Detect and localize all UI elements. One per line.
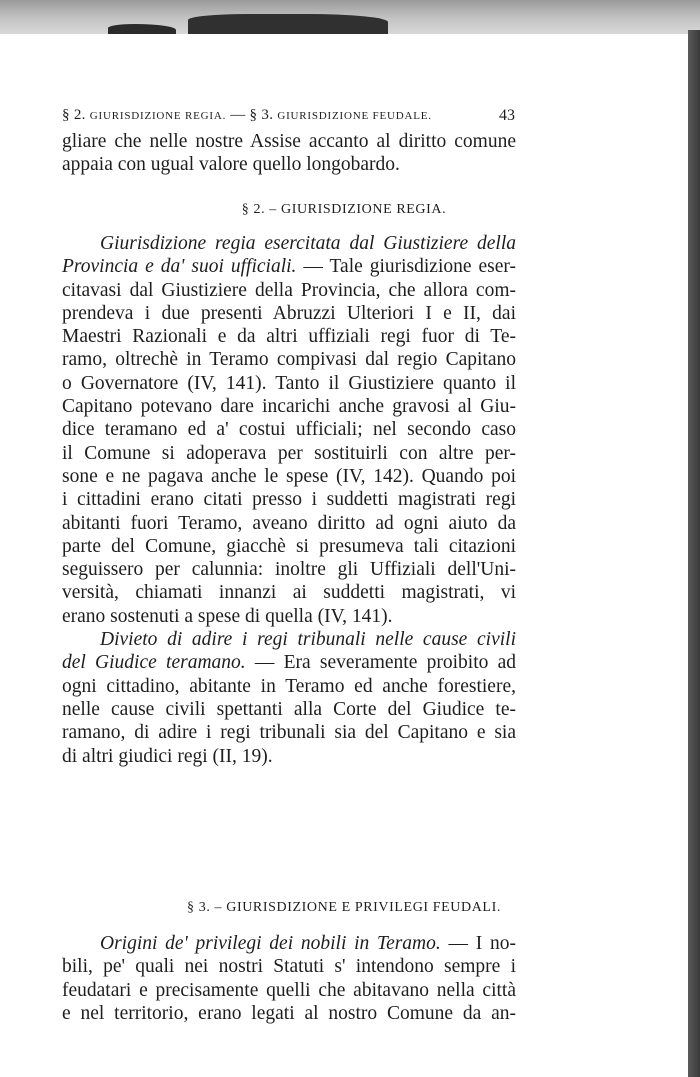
running-head-separator: — § 3. [230,107,274,123]
text-line: ramano, di adire i regi tribunali sia del Capitano e sia [62,722,516,744]
text-line: seguissero per calunnia: inoltre gli Uffiziali dell'Uni- [62,559,516,581]
scan-shadow [188,14,388,34]
running-head-section: § 2. [62,107,86,123]
text-line [62,651,516,674]
text-line: appaia con ugual valore quello longobardo. [62,154,400,176]
section-heading: § 2. – GIURISDIZIONE REGIA. [241,202,447,217]
page-number: 43 [499,107,515,124]
paragraph-title: Giurisdizione regia esercitata dal Giustiziere della [100,233,516,254]
text-line: citavasi dal Giustiziere della Provincia, che allora com- [62,279,516,301]
running-head-right-title: GIURISDIZIONE FEUDALE. [277,110,432,122]
text-line: ramo, oltrechè in Teramo compivasi dal regio Capitano [62,349,516,371]
text-line: ogni cittadino, abitante in Teramo ed anche forestiere, [62,675,516,697]
text-line: gliare che nelle nostre Assise accanto al diritto comune [62,131,516,152]
text-line: versità, chiamati innanzi ai suddetti magistrati, vi [62,582,516,604]
paragraph-title: del Giudice teramano. [62,652,246,674]
text-line: Maestri Razionali e da altri uffiziali regi fuor di Te- [62,326,516,348]
text-line: feudatari e precisamente quelli che abitavano nella città [62,979,516,1001]
scan-border-right [688,30,700,1077]
text-line: di altri giudici regi (II, 19). [62,745,273,767]
paragraph-title: Provincia e da' suoi ufficiali. [62,256,297,278]
paragraph-title: Divieto di adire i regi tribunali nelle cause civili [100,629,516,651]
running-head-left-title: GIURISDIZIONE REGIA. [89,110,227,122]
text-line [62,932,516,955]
paragraph-title: Origini de' privilegi dei nobili in Teramo. [100,933,441,954]
intro-paragraph [62,130,516,177]
text-line: o Governatore (IV, 141). Tanto il Giustiziere quanto il [62,372,516,394]
text-fragment: — Era severamente proibito ad [245,652,517,674]
text-line [62,628,516,651]
text-line: bili, pe' quali nei nostri Statuti s' intendono sempre i [62,956,516,978]
text-line: sone e ne pagava anche le spese (IV, 142). Quando poi [62,465,516,487]
text-fragment: — Tale giurisdizione eser- [296,256,516,278]
text-line [62,255,516,278]
section-heading: § 3. – GIURISDIZIONE E PRIVILEGI FEUDALI. [187,900,501,915]
text-line: Capitano potevano dare incarichi anche gravosi al Giu- [62,396,516,418]
text-line: nelle cause civili spettanti alla Corte del Giudice te- [62,698,516,720]
paragraph [62,932,516,1025]
text-line: prendeva i due presenti Abruzzi Ulteriori I e II, dai [62,302,516,324]
text-fragment: — I no- [440,933,516,954]
text-line: i cittadini erano citati presso i suddetti magistrati regi [62,489,516,511]
paragraph [62,232,516,768]
running-head [62,107,432,124]
text-line: abitanti fuori Teramo, aveano diritto ad ogni aiuto da [62,512,516,534]
text-line: parte del Comune, giacchè si presumeva tali citazioni [62,535,516,557]
text-line: dice teramano ed a' costui ufficiali; nel secondo caso [62,419,516,441]
text-line [62,232,516,255]
book-page [0,34,688,1077]
scan-shadow [108,24,176,34]
text-line: e nel territorio, erano legati al nostro Comune da an- [62,1002,516,1024]
text-line: erano sostenuti a spese di quella (IV, 141). [62,605,393,627]
text-line: il Comune si adoperava per sostituirli con altre per- [62,442,516,464]
